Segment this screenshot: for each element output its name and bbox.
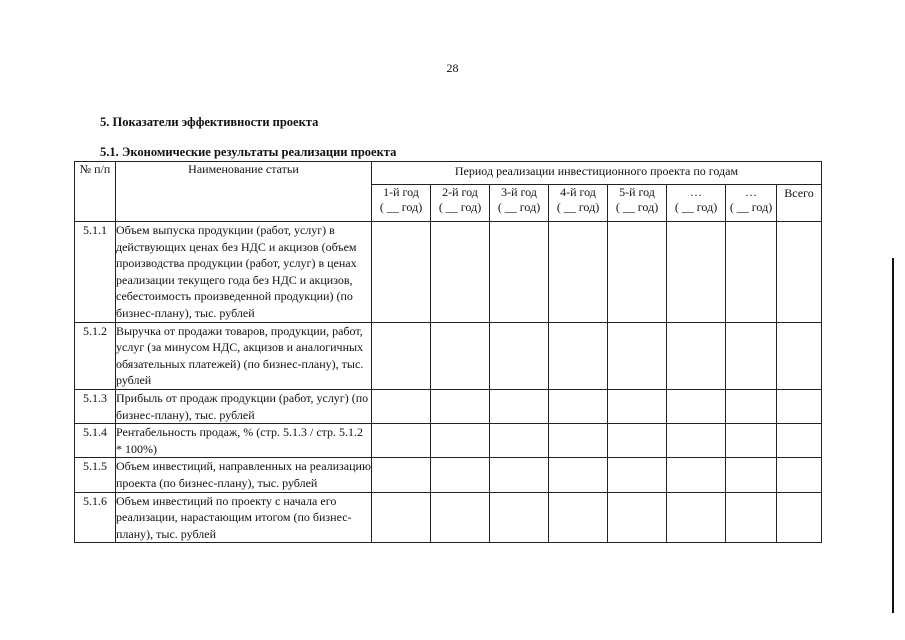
year-sublabel: ( __ год) bbox=[556, 200, 600, 214]
value-cell[interactable] bbox=[372, 389, 431, 423]
year-label: … bbox=[745, 185, 757, 199]
row-name: Объем инвестиций, направленных на реализацию проекта (по бизнес-плану), тыс. рублей bbox=[116, 458, 372, 492]
year-header bbox=[490, 185, 549, 222]
value-cell[interactable] bbox=[608, 389, 667, 423]
value-cell[interactable] bbox=[726, 322, 777, 389]
value-cell[interactable] bbox=[490, 458, 549, 492]
col-num-header: № п/п bbox=[75, 162, 116, 222]
row-number: 5.1.6 bbox=[75, 492, 116, 543]
value-cell[interactable] bbox=[777, 492, 822, 543]
row-number: 5.1.4 bbox=[75, 424, 116, 458]
year-sublabel: ( __ год) bbox=[615, 200, 659, 214]
table-row bbox=[75, 389, 822, 423]
year-label: 4-й год bbox=[560, 185, 596, 199]
row-name: Рентабельность продаж, % (стр. 5.1.3 / стр. 5.1.2 * 100%) bbox=[116, 424, 372, 458]
year-label: 2-й год bbox=[442, 185, 478, 199]
value-cell[interactable] bbox=[431, 424, 490, 458]
row-name: Выручка от продажи товаров, продукции, работ, услуг (за минусом НДС, акцизов и аналогичных обязательных платежей) (по бизнес-плану), тыс. рублей bbox=[116, 322, 372, 389]
value-cell[interactable] bbox=[777, 222, 822, 323]
year-label: 3-й год bbox=[501, 185, 537, 199]
value-cell[interactable] bbox=[490, 492, 549, 543]
year-sublabel: ( __ год) bbox=[674, 200, 718, 214]
value-cell[interactable] bbox=[667, 389, 726, 423]
value-cell[interactable] bbox=[372, 322, 431, 389]
col-name-header: Наименование статьи bbox=[116, 162, 372, 222]
row-number: 5.1.5 bbox=[75, 458, 116, 492]
year-label: … bbox=[690, 185, 702, 199]
value-cell[interactable] bbox=[490, 222, 549, 323]
col-total-header: Всего bbox=[777, 185, 822, 222]
value-cell[interactable] bbox=[667, 458, 726, 492]
table-row bbox=[75, 492, 822, 543]
value-cell[interactable] bbox=[726, 389, 777, 423]
value-cell[interactable] bbox=[549, 322, 608, 389]
row-number: 5.1.1 bbox=[75, 222, 116, 323]
row-number: 5.1.2 bbox=[75, 322, 116, 389]
year-header bbox=[726, 185, 777, 222]
table-row bbox=[75, 424, 822, 458]
value-cell[interactable] bbox=[726, 222, 777, 323]
table-row bbox=[75, 222, 822, 323]
value-cell[interactable] bbox=[372, 458, 431, 492]
value-cell[interactable] bbox=[431, 222, 490, 323]
value-cell[interactable] bbox=[777, 389, 822, 423]
section-title: 5. Показатели эффективности проекта bbox=[100, 115, 319, 129]
value-cell[interactable] bbox=[549, 492, 608, 543]
value-cell[interactable] bbox=[549, 389, 608, 423]
value-cell[interactable] bbox=[431, 492, 490, 543]
value-cell[interactable] bbox=[372, 222, 431, 323]
value-cell[interactable] bbox=[608, 492, 667, 543]
scan-edge-bar bbox=[892, 258, 894, 613]
year-sublabel: ( __ год) bbox=[729, 200, 773, 214]
year-sublabel: ( __ год) bbox=[438, 200, 482, 214]
value-cell[interactable] bbox=[726, 492, 777, 543]
results-table bbox=[74, 161, 822, 543]
value-cell[interactable] bbox=[667, 322, 726, 389]
value-cell[interactable] bbox=[431, 458, 490, 492]
value-cell[interactable] bbox=[608, 222, 667, 323]
value-cell[interactable] bbox=[549, 458, 608, 492]
year-header bbox=[608, 185, 667, 222]
value-cell[interactable] bbox=[726, 424, 777, 458]
value-cell[interactable] bbox=[608, 424, 667, 458]
value-cell[interactable] bbox=[608, 322, 667, 389]
value-cell[interactable] bbox=[431, 389, 490, 423]
value-cell[interactable] bbox=[490, 389, 549, 423]
col-period-header: Период реализации инвестиционного проекта по годам bbox=[372, 162, 822, 185]
value-cell[interactable] bbox=[549, 222, 608, 323]
value-cell[interactable] bbox=[667, 222, 726, 323]
year-label: 5-й год bbox=[619, 185, 655, 199]
row-name: Объем инвестиций по проекту с начала его реализации, нарастающим итогом (по бизнес-плану), тыс. рублей bbox=[116, 492, 372, 543]
year-sublabel: ( __ год) bbox=[497, 200, 541, 214]
value-cell[interactable] bbox=[431, 322, 490, 389]
row-name: Объем выпуска продукции (работ, услуг) в действующих ценах без НДС и акцизов (объем производства продукции (работ, услуг) в ценах реализации текущего года без НДС и акцизов, себестоимость произведенной продукции) (по бизнес-плану), тыс. рублей bbox=[116, 222, 372, 323]
year-label: 1-й год bbox=[383, 185, 419, 199]
year-header bbox=[667, 185, 726, 222]
value-cell[interactable] bbox=[490, 322, 549, 389]
value-cell[interactable] bbox=[726, 458, 777, 492]
value-cell[interactable] bbox=[372, 492, 431, 543]
row-number: 5.1.3 bbox=[75, 389, 116, 423]
value-cell[interactable] bbox=[667, 492, 726, 543]
value-cell[interactable] bbox=[490, 424, 549, 458]
value-cell[interactable] bbox=[372, 424, 431, 458]
year-header bbox=[372, 185, 431, 222]
value-cell[interactable] bbox=[667, 424, 726, 458]
value-cell[interactable] bbox=[608, 458, 667, 492]
value-cell[interactable] bbox=[777, 458, 822, 492]
page-number: 28 bbox=[446, 61, 459, 75]
year-sublabel: ( __ год) bbox=[379, 200, 423, 214]
subsection-title: 5.1. Экономические результаты реализации проекта bbox=[100, 145, 397, 159]
table-row bbox=[75, 322, 822, 389]
year-header bbox=[431, 185, 490, 222]
value-cell[interactable] bbox=[549, 424, 608, 458]
row-name: Прибыль от продаж продукции (работ, услуг) (по бизнес-плану), тыс. рублей bbox=[116, 389, 372, 423]
table-row bbox=[75, 458, 822, 492]
value-cell[interactable] bbox=[777, 424, 822, 458]
value-cell[interactable] bbox=[777, 322, 822, 389]
year-header bbox=[549, 185, 608, 222]
